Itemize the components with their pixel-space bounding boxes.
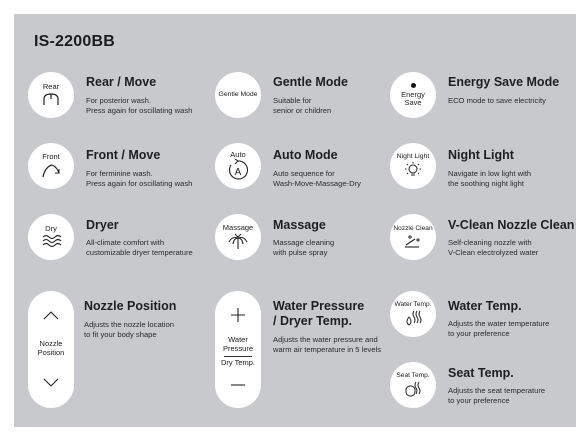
seat-temp-desc: Adjusts the seat temperature to your preference: [448, 386, 546, 405]
pressure-divider: [224, 356, 252, 357]
water-temp-button-label: Water Temp.: [394, 300, 432, 308]
front-move-title: Front / Move: [86, 148, 161, 162]
energy-save-desc: ECO mode to save electricity: [448, 96, 546, 105]
auto-mode-button[interactable]: [215, 143, 261, 189]
nozzle-down-button[interactable]: [28, 371, 74, 395]
nozzle-position-title: Nozzle Position: [84, 299, 177, 313]
dry-temp-label: Dry Temp.: [220, 358, 256, 367]
water-temp-button[interactable]: [390, 291, 436, 337]
vclean-desc: Self-cleaning nozzle with V-Clean electrolyzed water: [448, 238, 539, 257]
gentle-mode-desc: Suitable for senior or children: [273, 96, 332, 115]
light-bulb-icon: [401, 161, 425, 179]
gentle-mode-button[interactable]: [215, 72, 261, 118]
auto-mode-button-label: Auto: [230, 149, 246, 159]
front-button-label: Front: [42, 151, 60, 161]
water-temp-icon: [402, 309, 424, 327]
vclean-title: V-Clean Nozzle Clean: [448, 218, 575, 232]
rear-button-label: Rear: [42, 81, 60, 91]
rear-move-title: Rear / Move: [86, 75, 157, 89]
sparkle-clean-icon: [401, 233, 425, 249]
pressure-increase-button[interactable]: [215, 303, 261, 327]
front-move-button[interactable]: [28, 143, 74, 189]
nozzle-clean-button[interactable]: [390, 214, 436, 260]
nozzle-position-label: Nozzle Position: [37, 339, 65, 357]
water-pressure-label: Water Pressure: [222, 335, 253, 353]
nozzle-position-control: [28, 291, 74, 408]
rear-wash-icon: [40, 91, 62, 107]
minus-icon: [230, 383, 246, 387]
auto-mode-title: Auto Mode: [273, 148, 338, 162]
night-light-title: Night Light: [448, 148, 514, 162]
nozzle-clean-button-label: Nozzle Clean: [393, 224, 433, 232]
front-move-desc: For ferminine wash. Press again for oscillating wash: [86, 169, 193, 188]
chevron-up-icon: [43, 310, 59, 320]
water-temp-desc: Adjusts the water temperature to your preference: [448, 319, 550, 338]
energy-save-button-label: Energy Save: [401, 89, 425, 107]
water-pressure-control: [215, 291, 261, 408]
seat-temp-button-label: Seat Temp.: [396, 371, 430, 379]
night-light-button[interactable]: [390, 143, 436, 189]
dryer-wave-icon: [40, 233, 62, 249]
svg-text:A: A: [234, 167, 242, 179]
massage-desc: Massage cleaning with pulse spray: [273, 238, 335, 257]
nozzle-position-desc: Adjusts the nozzle location to fit your body shape: [84, 320, 174, 339]
dryer-button-label: Dry: [45, 223, 57, 233]
water-pressure-desc: Adjusts the water pressure and warm air temperature in 5 levels: [273, 335, 382, 354]
dryer-desc: All-climate comfort with customizable dryer temperature: [86, 238, 193, 257]
rear-move-button[interactable]: [28, 72, 74, 118]
energy-save-button[interactable]: [390, 72, 436, 118]
seat-temp-button[interactable]: [390, 362, 436, 408]
night-light-desc: Navigate in low light with the soothing night light: [448, 169, 532, 188]
massage-button-label: Massage: [222, 222, 254, 232]
auto-cycle-icon: [226, 159, 250, 181]
seat-temp-icon: [402, 380, 424, 398]
night-light-button-label: Night Light: [396, 152, 430, 160]
nozzle-up-button[interactable]: [28, 303, 74, 327]
chevron-down-icon: [43, 378, 59, 388]
plus-icon: [230, 307, 246, 323]
rear-move-desc: For posterior wash. Press again for oscillating wash: [86, 96, 193, 115]
seat-temp-title: Seat Temp.: [448, 366, 514, 380]
massage-title: Massage: [273, 218, 326, 232]
dryer-button[interactable]: [28, 214, 74, 260]
water-temp-title: Water Temp.: [448, 299, 522, 313]
front-wash-icon: [40, 161, 62, 179]
gentle-mode-title: Gentle Mode: [273, 75, 349, 89]
water-pressure-title: Water Pressure / Dryer Temp.: [273, 299, 365, 328]
massage-button[interactable]: [215, 214, 261, 260]
pressure-decrease-button[interactable]: [215, 373, 261, 397]
massage-spray-icon: [226, 232, 250, 250]
energy-save-title: Energy Save Mode: [448, 75, 560, 89]
model-title: IS-2200BB: [34, 33, 115, 50]
gentle-mode-button-label: Gentle Mode: [218, 90, 258, 98]
auto-mode-desc: Auto sequence for Wash-Move-Massage-Dry: [273, 169, 361, 188]
dryer-title: Dryer: [86, 218, 119, 232]
led-dot-icon: [411, 83, 416, 88]
